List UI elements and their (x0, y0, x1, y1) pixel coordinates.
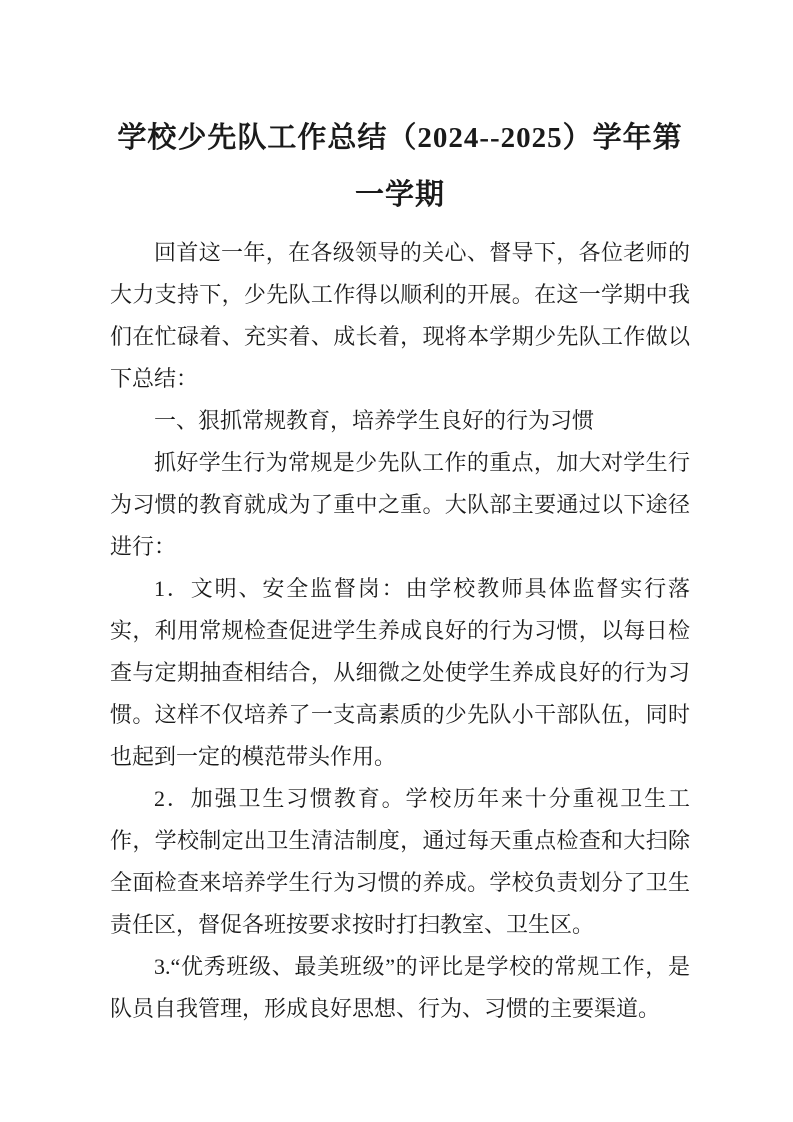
paragraph: 抓好学生行为常规是少先队工作的重点，加大对学生行为习惯的教育就成为了重中之重。大队部主要通过以下途径进行： (110, 450, 690, 559)
paragraph: 一、狠抓常规教育，培养学生良好的行为习惯 (154, 408, 595, 433)
paragraph: 回首这一年，在各级领导的关心、督导下，各位老师的大力支持下，少先队工作得以顺利的开展。在这一学期中我们在忙碌着、充实着、成长着，现将本学期少先队工作做以下总结： (110, 240, 690, 391)
paragraph: 3.“优秀班级、最美班级”的评比是学校的常规工作，是队员自我管理，形成良好思想、行为、习惯的主要渠道。 (110, 954, 690, 1021)
document-body (110, 232, 690, 1030)
document-title: 学校少先队工作总结（2024--2025）学年第一学期 (117, 122, 683, 211)
paragraph: 2．加强卫生习惯教育。学校历年来十分重视卫生工作，学校制定出卫生清洁制度，通过每天重点检查和大扫除全面检查来培养学生行为习惯的养成。学校负责划分了卫生责任区，督促各班按要求按时打扫教室、卫生区。 (110, 786, 690, 937)
paragraph: 1．文明、安全监督岗：由学校教师具体监督实行落实，利用常规检查促进学生养成良好的行为习惯，以每日检查与定期抽查相结合，从细微之处使学生养成良好的行为习惯。这样不仅培养了一支高素质的少先队小干部队伍，同时也起到一定的模范带头作用。 (110, 576, 690, 769)
